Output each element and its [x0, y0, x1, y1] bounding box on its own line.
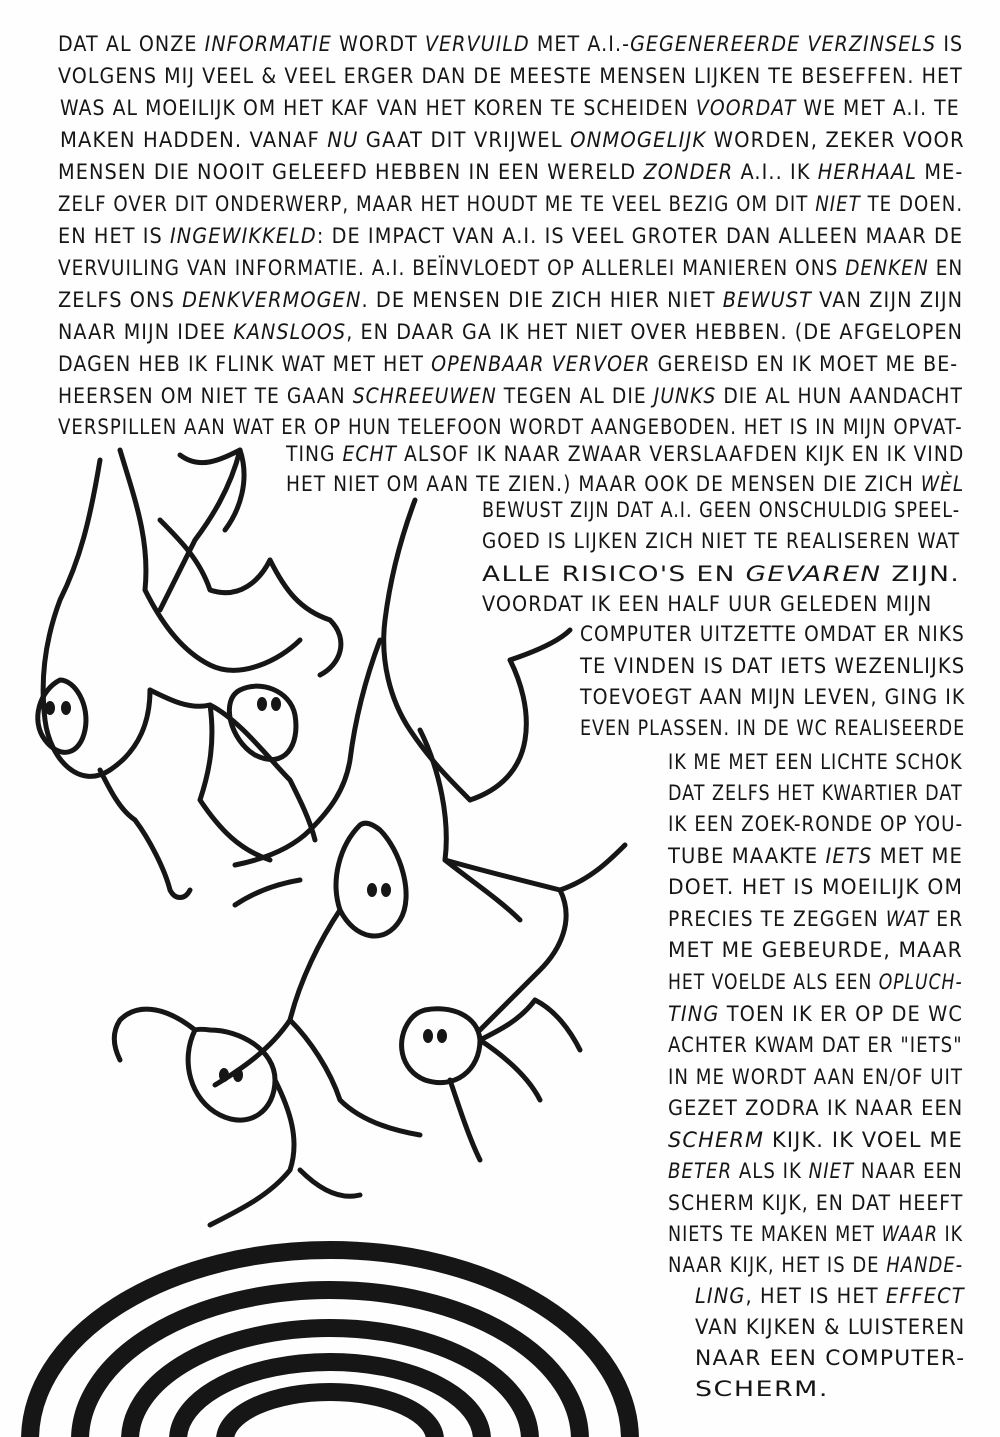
text-line — [482, 560, 960, 590]
text-line — [58, 158, 963, 188]
text-segment: GAAT DIT VRIJWEL — [358, 128, 571, 153]
text-segment: DAT AL ONZE — [58, 32, 205, 57]
emphasized-word: INFORMATIE — [204, 32, 332, 57]
text-segment: VOORDAT IK EEN HALF UUR GELEDEN MIJN — [482, 592, 933, 617]
text-segment: VAN ZIJN ZIJN — [811, 288, 964, 313]
text-segment: MAKEN HADDEN. VANAF — [60, 128, 328, 153]
emphasized-word: GEGENEREERDE VERZINSELS — [630, 32, 937, 57]
text-segment: SCHERM KIJK, EN DAT HEEFT — [668, 1191, 964, 1216]
text-segment: , EN DAAR GA IK HET NIET OVER HEBBEN. (DE AFGELOPEN — [346, 320, 964, 345]
text-segment: NAAR EEN — [854, 1159, 963, 1184]
text-segment: ZELFS ONS — [58, 288, 183, 313]
emphasized-word: WAAR — [881, 1222, 938, 1247]
text-segment: ZELF OVER DIT ONDERWERP, MAAR HET HOUDT ME TE VEEL BEZIG OM DIT — [58, 192, 816, 217]
text-segment: NAAR KIJK, HET IS DE — [668, 1253, 887, 1278]
emphasized-word: ZONDER — [643, 160, 734, 185]
text-segment: TUBE MAAKTE — [668, 844, 826, 869]
text-segment: MENSEN DIE NOOIT GELEEFD HEBBEN IN EEN WERELD — [58, 160, 644, 185]
text-line — [668, 905, 963, 935]
text-segment: ER — [929, 907, 964, 932]
text-line — [668, 1251, 963, 1281]
emphasized-word: OPENBAAR VERVOER — [431, 352, 651, 377]
creature-drawing — [114, 1009, 420, 1225]
text-segment: MET ME GEBEURDE, MAAR — [668, 938, 963, 963]
text-line — [58, 190, 963, 220]
text-segment: DIE AL HUN AANDACHT — [716, 384, 963, 409]
text-segment: : DE IMPACT VAN A.I. IS VEEL GROTER DAN ALLEEN MAAR DE — [316, 224, 964, 249]
text-segment: WORDT — [331, 32, 425, 57]
text-line — [668, 968, 963, 998]
text-line — [695, 1282, 965, 1312]
text-line — [580, 714, 965, 744]
text-line — [668, 1094, 963, 1124]
creature-drawing — [402, 1000, 580, 1160]
text-segment: IN ME WORDT AAN EN/OF UIT — [668, 1065, 964, 1090]
text-line — [58, 318, 963, 348]
emphasized-word: SCHREEUWEN — [352, 384, 497, 409]
text-segment: TING — [286, 442, 343, 467]
text-segment: HET VOELDE ALS EEN — [668, 970, 879, 995]
text-line — [580, 683, 965, 713]
text-segment: ALLE RISICO'S EN — [482, 562, 746, 587]
emphasized-word: HANDE- — [886, 1253, 964, 1278]
text-line — [58, 350, 958, 380]
emphasized-word: KANSLOOS — [233, 320, 347, 345]
text-segment: PRECIES TE ZEGGEN — [668, 907, 886, 932]
text-segment: ZIJN. — [881, 562, 961, 587]
text-segment: MET A.I.- — [529, 32, 631, 57]
text-line — [668, 748, 963, 778]
creature-drawing — [38, 450, 341, 898]
text-line — [668, 779, 963, 809]
emphasized-word: HERHAAL — [817, 160, 918, 185]
text-line — [668, 842, 963, 872]
text-segment: DAGEN HEB IK FLINK WAT MET HET — [58, 352, 432, 377]
text-segment: IK ME MET EEN LICHTE SCHOK — [668, 750, 963, 775]
text-segment: A.I.. IK — [733, 160, 818, 185]
text-line — [60, 94, 960, 124]
text-line — [695, 1375, 829, 1405]
text-segment: WAS AL MOEILIJK OM HET KAF VAN HET KOREN TE SCHEIDEN — [60, 96, 696, 121]
emphasized-word: DENKEN — [845, 256, 929, 281]
text-line — [58, 382, 963, 412]
emphasized-word: OPLUCH- — [878, 970, 963, 995]
text-segment: ME- — [917, 160, 964, 185]
text-segment: VAN KIJKEN & LUISTEREN — [695, 1315, 966, 1340]
text-segment: ALSOF IK NAAR ZWAAR VERSLAAFDEN KIJK EN IK VIND — [397, 442, 965, 467]
text-segment: SCHERM. — [695, 1377, 829, 1402]
text-segment: EN HET IS — [58, 224, 171, 249]
text-segment: VOLGENS MIJ VEEL & VEEL ERGER DAN DE MEESTE MENSEN LIJKEN TE BESEFFEN. HET — [58, 64, 963, 89]
text-line — [668, 1157, 963, 1187]
emphasized-word: JUNKS — [653, 384, 717, 409]
text-segment: TOEN IK ER OP DE WC — [719, 1002, 964, 1027]
emphasized-word: DENKVERMOGEN — [182, 288, 362, 313]
emphasized-word: INGEWIKKELD — [170, 224, 317, 249]
text-line — [668, 810, 963, 840]
text-line — [482, 496, 960, 526]
text-segment: GEREISD EN IK MOET ME BE- — [650, 352, 959, 377]
text-line — [668, 1063, 963, 1093]
text-segment: MET ME — [872, 844, 963, 869]
text-line — [580, 620, 965, 650]
text-segment: IS — [936, 32, 964, 57]
text-segment: ALS IK — [732, 1159, 809, 1184]
text-segment: IK EEN ZOEK-RONDE OP YOU- — [668, 812, 964, 837]
emphasized-word: BEWUST — [722, 288, 812, 313]
text-segment: HEERSEN OM NIET TE GAAN — [58, 384, 353, 409]
emphasized-word: ONMOGELIJK — [570, 128, 707, 153]
emphasized-word: WAT — [885, 907, 930, 932]
text-line — [58, 413, 963, 443]
text-line — [695, 1313, 965, 1343]
text-segment: HET NIET OM AAN TE ZIEN.) MAAR OOK DE MENSEN DIE ZICH — [286, 472, 921, 497]
text-segment: VERVUILING VAN INFORMATIE. A.I. BEÏNVLOEDT OP ALLERLEI MANIEREN ONS — [58, 256, 846, 281]
concentric-rings-drawing — [30, 1250, 630, 1437]
text-line — [482, 527, 960, 557]
text-segment: WE MET A.I. TE — [796, 96, 960, 121]
emphasized-word: GEVAREN — [745, 562, 882, 587]
emphasized-word: LING — [695, 1284, 746, 1309]
text-segment: IK — [937, 1222, 964, 1247]
emphasized-word: NIET — [808, 1159, 855, 1184]
text-segment: DAT ZELFS HET KWARTIER DAT — [668, 781, 963, 806]
text-line — [668, 1031, 963, 1061]
text-segment: DOET. HET IS MOEILIJK OM — [668, 875, 964, 900]
text-segment: TE VINDEN IS DAT IETS WEZENLIJKS — [580, 654, 966, 679]
text-segment: NAAR MIJN IDEE — [58, 320, 234, 345]
text-segment: GOED IS LIJKEN ZICH NIET TE REALISEREN WAT — [482, 529, 961, 554]
emphasized-word: TING — [668, 1002, 720, 1027]
text-line — [58, 222, 963, 252]
emphasized-word: SCHERM — [668, 1128, 765, 1153]
emphasized-word: BETER — [668, 1159, 733, 1184]
text-line — [58, 62, 963, 92]
text-line — [668, 873, 963, 903]
text-line — [286, 440, 964, 470]
text-segment: VERSPILLEN AAN WAT ER OP HUN TELEFOON WORDT AANGEBODEN. HET IS IN MIJN OPVAT- — [58, 415, 963, 440]
text-segment: TE DOEN. — [860, 192, 964, 217]
text-line — [580, 652, 965, 682]
text-line — [668, 1126, 963, 1156]
emphasized-word: IETS — [825, 844, 873, 869]
text-segment: EN — [928, 256, 964, 281]
text-line — [60, 126, 965, 156]
text-line — [668, 936, 963, 966]
emphasized-word: VERVUILD — [424, 32, 530, 57]
emphasized-word: EFFECT — [885, 1284, 965, 1309]
text-line — [668, 1000, 963, 1030]
text-line — [58, 254, 963, 284]
text-line — [668, 1189, 963, 1219]
emphasized-word: VOORDAT — [695, 96, 797, 121]
text-line — [695, 1344, 965, 1374]
emphasized-word: NIET — [815, 192, 861, 217]
text-line — [482, 590, 932, 620]
text-line — [58, 30, 963, 60]
text-segment: , HET IS HET — [745, 1284, 886, 1309]
text-segment: COMPUTER UITZETTE OMDAT ER NIKS — [580, 622, 965, 647]
text-segment: NIETS TE MAKEN MET — [668, 1222, 882, 1247]
text-segment: ACHTER KWAM DAT ER "IETS" — [668, 1033, 963, 1058]
emphasized-word: ECHT — [342, 442, 398, 467]
emphasized-word: WÈL — [920, 472, 965, 497]
text-segment: EVEN PLASSEN. IN DE WC REALISEERDE — [580, 716, 966, 741]
text-line — [668, 1220, 963, 1250]
text-line — [58, 286, 963, 316]
text-segment: BEWUST ZIJN DAT A.I. GEEN ONSCHULDIG SPEEL- — [482, 498, 961, 523]
text-segment: KIJK. IK VOEL ME — [764, 1128, 963, 1153]
emphasized-word: NU — [327, 128, 359, 153]
text-segment: . DE MENSEN DIE ZICH HIER NIET — [361, 288, 723, 313]
text-segment: TEGEN AL DIE — [496, 384, 654, 409]
text-segment: WORDEN, ZEKER VOOR — [706, 128, 965, 153]
text-segment: NAAR EEN COMPUTER- — [695, 1346, 966, 1371]
text-segment: GEZET ZODRA IK NAAR EEN — [668, 1096, 964, 1121]
text-segment: TOEVOEGT AAN MIJN LEVEN, GING IK — [580, 685, 966, 710]
